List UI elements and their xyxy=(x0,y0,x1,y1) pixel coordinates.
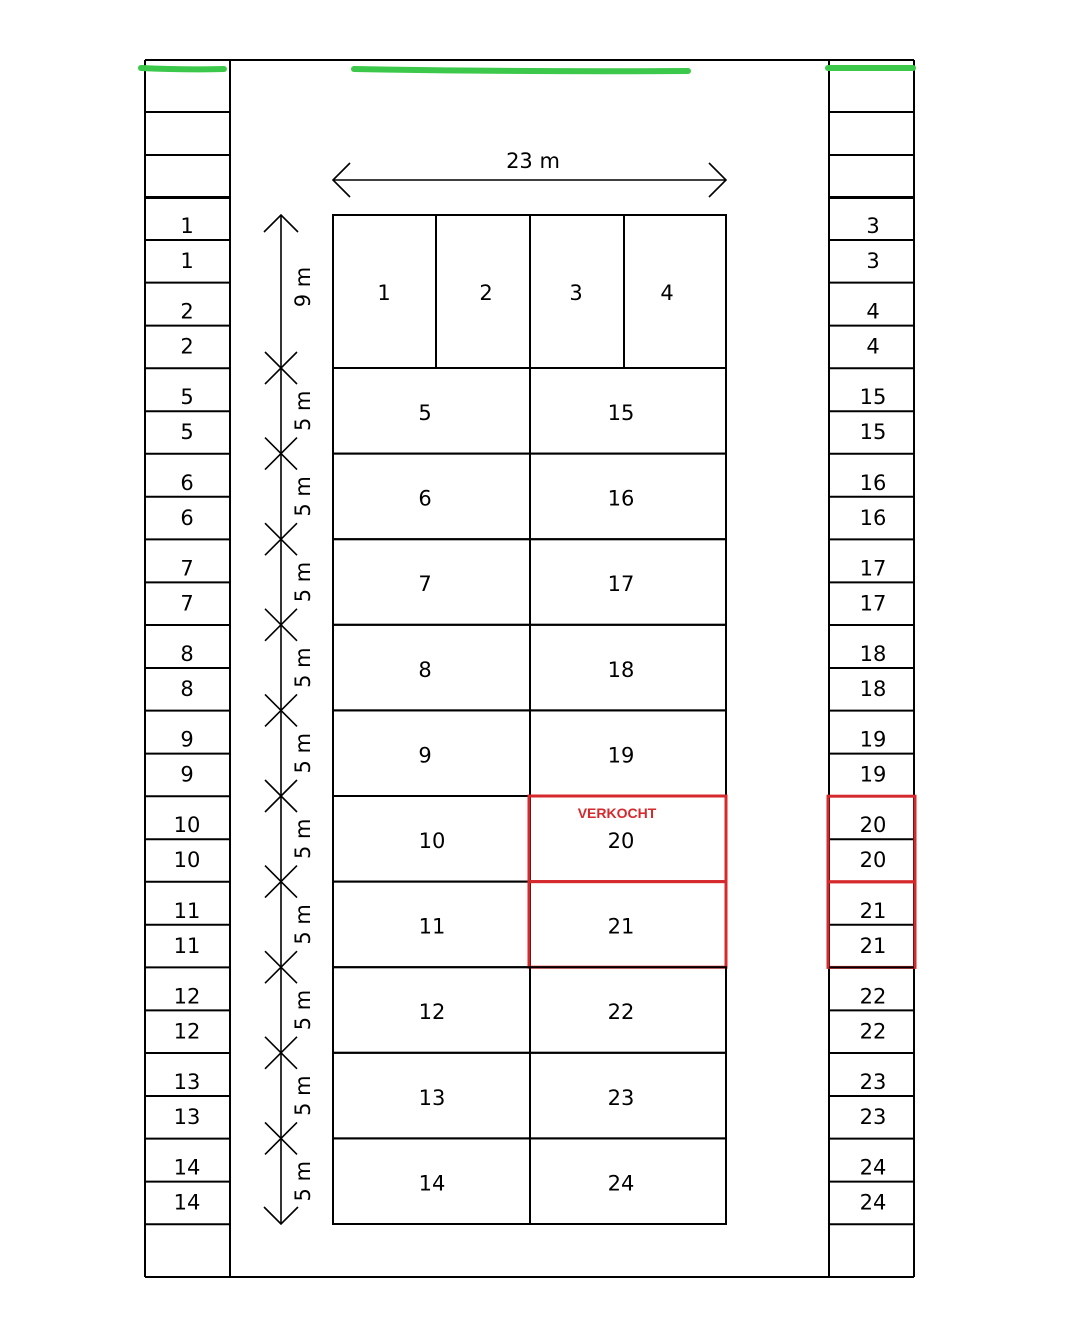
row-plots xyxy=(333,368,726,1224)
left-column-slot-7-a: 7 xyxy=(180,556,194,581)
right-column-slot-21-b: 21 xyxy=(859,933,887,958)
row-height-label: 5 m xyxy=(291,732,315,774)
row-height-label: 5 m xyxy=(291,1075,315,1116)
left-column-slot-8-a: 8 xyxy=(180,642,194,666)
right-column-slot-4-b: 4 xyxy=(866,334,880,359)
left-column-slot-6-b: 6 xyxy=(180,505,194,530)
left-column-slot-9-b: 9 xyxy=(180,762,194,787)
right-column-slot-19-a: 19 xyxy=(859,727,887,752)
right-column-slot-15-b: 15 xyxy=(859,420,887,445)
width-dimension xyxy=(333,149,726,197)
left-column-slot-11-b: 11 xyxy=(173,933,201,958)
plot-16-label: 16 xyxy=(607,486,635,511)
left-column xyxy=(145,112,230,1224)
left-column-slot-10-b: 10 xyxy=(173,848,201,873)
left-column-slot-2-a: 2 xyxy=(180,299,194,324)
left-column-slot-6-a: 6 xyxy=(180,470,194,495)
plot-14-label: 14 xyxy=(418,1171,446,1196)
right-column-slot-20-b: 20 xyxy=(859,848,887,873)
right-column-slot-20-a: 20 xyxy=(859,813,887,838)
right-column-slot-17-a: 17 xyxy=(859,556,887,581)
width-label: 23 m xyxy=(506,149,560,173)
left-column-slot-13-b: 13 xyxy=(173,1105,201,1129)
right-column-slot-16-b: 16 xyxy=(859,505,887,530)
right-column-slot-22-a: 22 xyxy=(859,984,887,1009)
right-column-slot-15-a: 15 xyxy=(859,385,887,410)
right-column-slot-24-a: 24 xyxy=(859,1155,887,1180)
height-dimension xyxy=(264,215,315,1224)
left-column-slot-1-b: 1 xyxy=(180,249,194,273)
plot-12-label: 12 xyxy=(418,1000,446,1025)
plot-19-label: 19 xyxy=(607,743,635,768)
left-column-slot-10-a: 10 xyxy=(173,813,201,838)
row-height-label: 5 m xyxy=(291,1160,315,1202)
plot-17-label: 17 xyxy=(607,572,635,597)
plot-11-label: 11 xyxy=(418,914,446,939)
top-plots xyxy=(333,215,726,368)
plot-18-label: 18 xyxy=(607,657,635,682)
left-column-slot-8-b: 8 xyxy=(180,677,194,701)
row-height-label: 5 m xyxy=(291,476,315,517)
left-column-slot-14-b: 14 xyxy=(173,1190,201,1215)
plot-15-label: 15 xyxy=(607,401,635,425)
right-column-slot-19-b: 19 xyxy=(859,762,887,787)
plot-13-label: 13 xyxy=(418,1085,446,1110)
row-height-label: 5 m xyxy=(291,904,315,945)
right-column-slot-3-b: 3 xyxy=(866,249,880,273)
plot-22-label: 22 xyxy=(607,1000,635,1025)
plot-21-label: 21 xyxy=(607,914,635,939)
plot-2-label: 2 xyxy=(479,281,493,305)
sold-label: VERKOCHT xyxy=(577,805,657,821)
right-column-slot-23-a: 23 xyxy=(859,1070,887,1094)
row-height-label: 5 m xyxy=(291,818,315,860)
plot-23-label: 23 xyxy=(607,1085,635,1110)
plot-5-label: 5 xyxy=(418,401,432,425)
left-column-slot-14-a: 14 xyxy=(173,1155,201,1180)
right-column-slot-17-b: 17 xyxy=(859,591,887,616)
right-column-slot-18-b: 18 xyxy=(859,677,887,701)
right-column-slot-23-b: 23 xyxy=(859,1105,887,1129)
right-column-slot-3-a: 3 xyxy=(866,214,880,238)
right-column-slot-22-b: 22 xyxy=(859,1019,887,1044)
plot-1-label: 1 xyxy=(377,281,391,305)
plot-8-label: 8 xyxy=(418,657,432,682)
left-column-slot-5-b: 5 xyxy=(180,420,194,445)
plot-9-label: 9 xyxy=(418,743,432,768)
right-column-slot-16-a: 16 xyxy=(859,470,887,495)
left-column-slot-2-b: 2 xyxy=(180,334,194,359)
row-height-label: 5 m xyxy=(291,989,315,1031)
left-column-slot-5-a: 5 xyxy=(180,385,194,410)
plot-3-label: 3 xyxy=(569,281,583,305)
plot-7-label: 7 xyxy=(418,572,432,597)
left-column-slot-1-a: 1 xyxy=(180,214,194,238)
left-column-slot-13-a: 13 xyxy=(173,1070,201,1094)
plot-10-label: 10 xyxy=(418,829,446,853)
row-height-label: 5 m xyxy=(291,561,315,603)
plot-20-label: 20 xyxy=(607,829,635,853)
top-height-label: 9 m xyxy=(291,266,315,308)
green-marking-left xyxy=(141,68,224,69)
right-column xyxy=(828,112,915,1224)
green-markings xyxy=(141,68,913,71)
row-height-label: 5 m xyxy=(291,647,315,688)
plot-4-label: 4 xyxy=(660,281,674,305)
left-column-slot-11-a: 11 xyxy=(173,898,201,923)
green-marking-top xyxy=(354,69,688,71)
right-column-slot-21-a: 21 xyxy=(859,898,887,923)
plot-24-label: 24 xyxy=(607,1171,635,1196)
plot-6-label: 6 xyxy=(418,486,432,511)
left-column-slot-7-b: 7 xyxy=(180,591,194,616)
left-column-slot-9-a: 9 xyxy=(180,727,194,752)
left-column-slot-12-b: 12 xyxy=(173,1019,201,1044)
right-column-slot-18-a: 18 xyxy=(859,642,887,666)
right-column-slot-24-b: 24 xyxy=(859,1190,887,1215)
right-column-slot-4-a: 4 xyxy=(866,299,880,324)
row-height-label: 5 m xyxy=(291,390,315,432)
left-column-slot-12-a: 12 xyxy=(173,984,201,1009)
